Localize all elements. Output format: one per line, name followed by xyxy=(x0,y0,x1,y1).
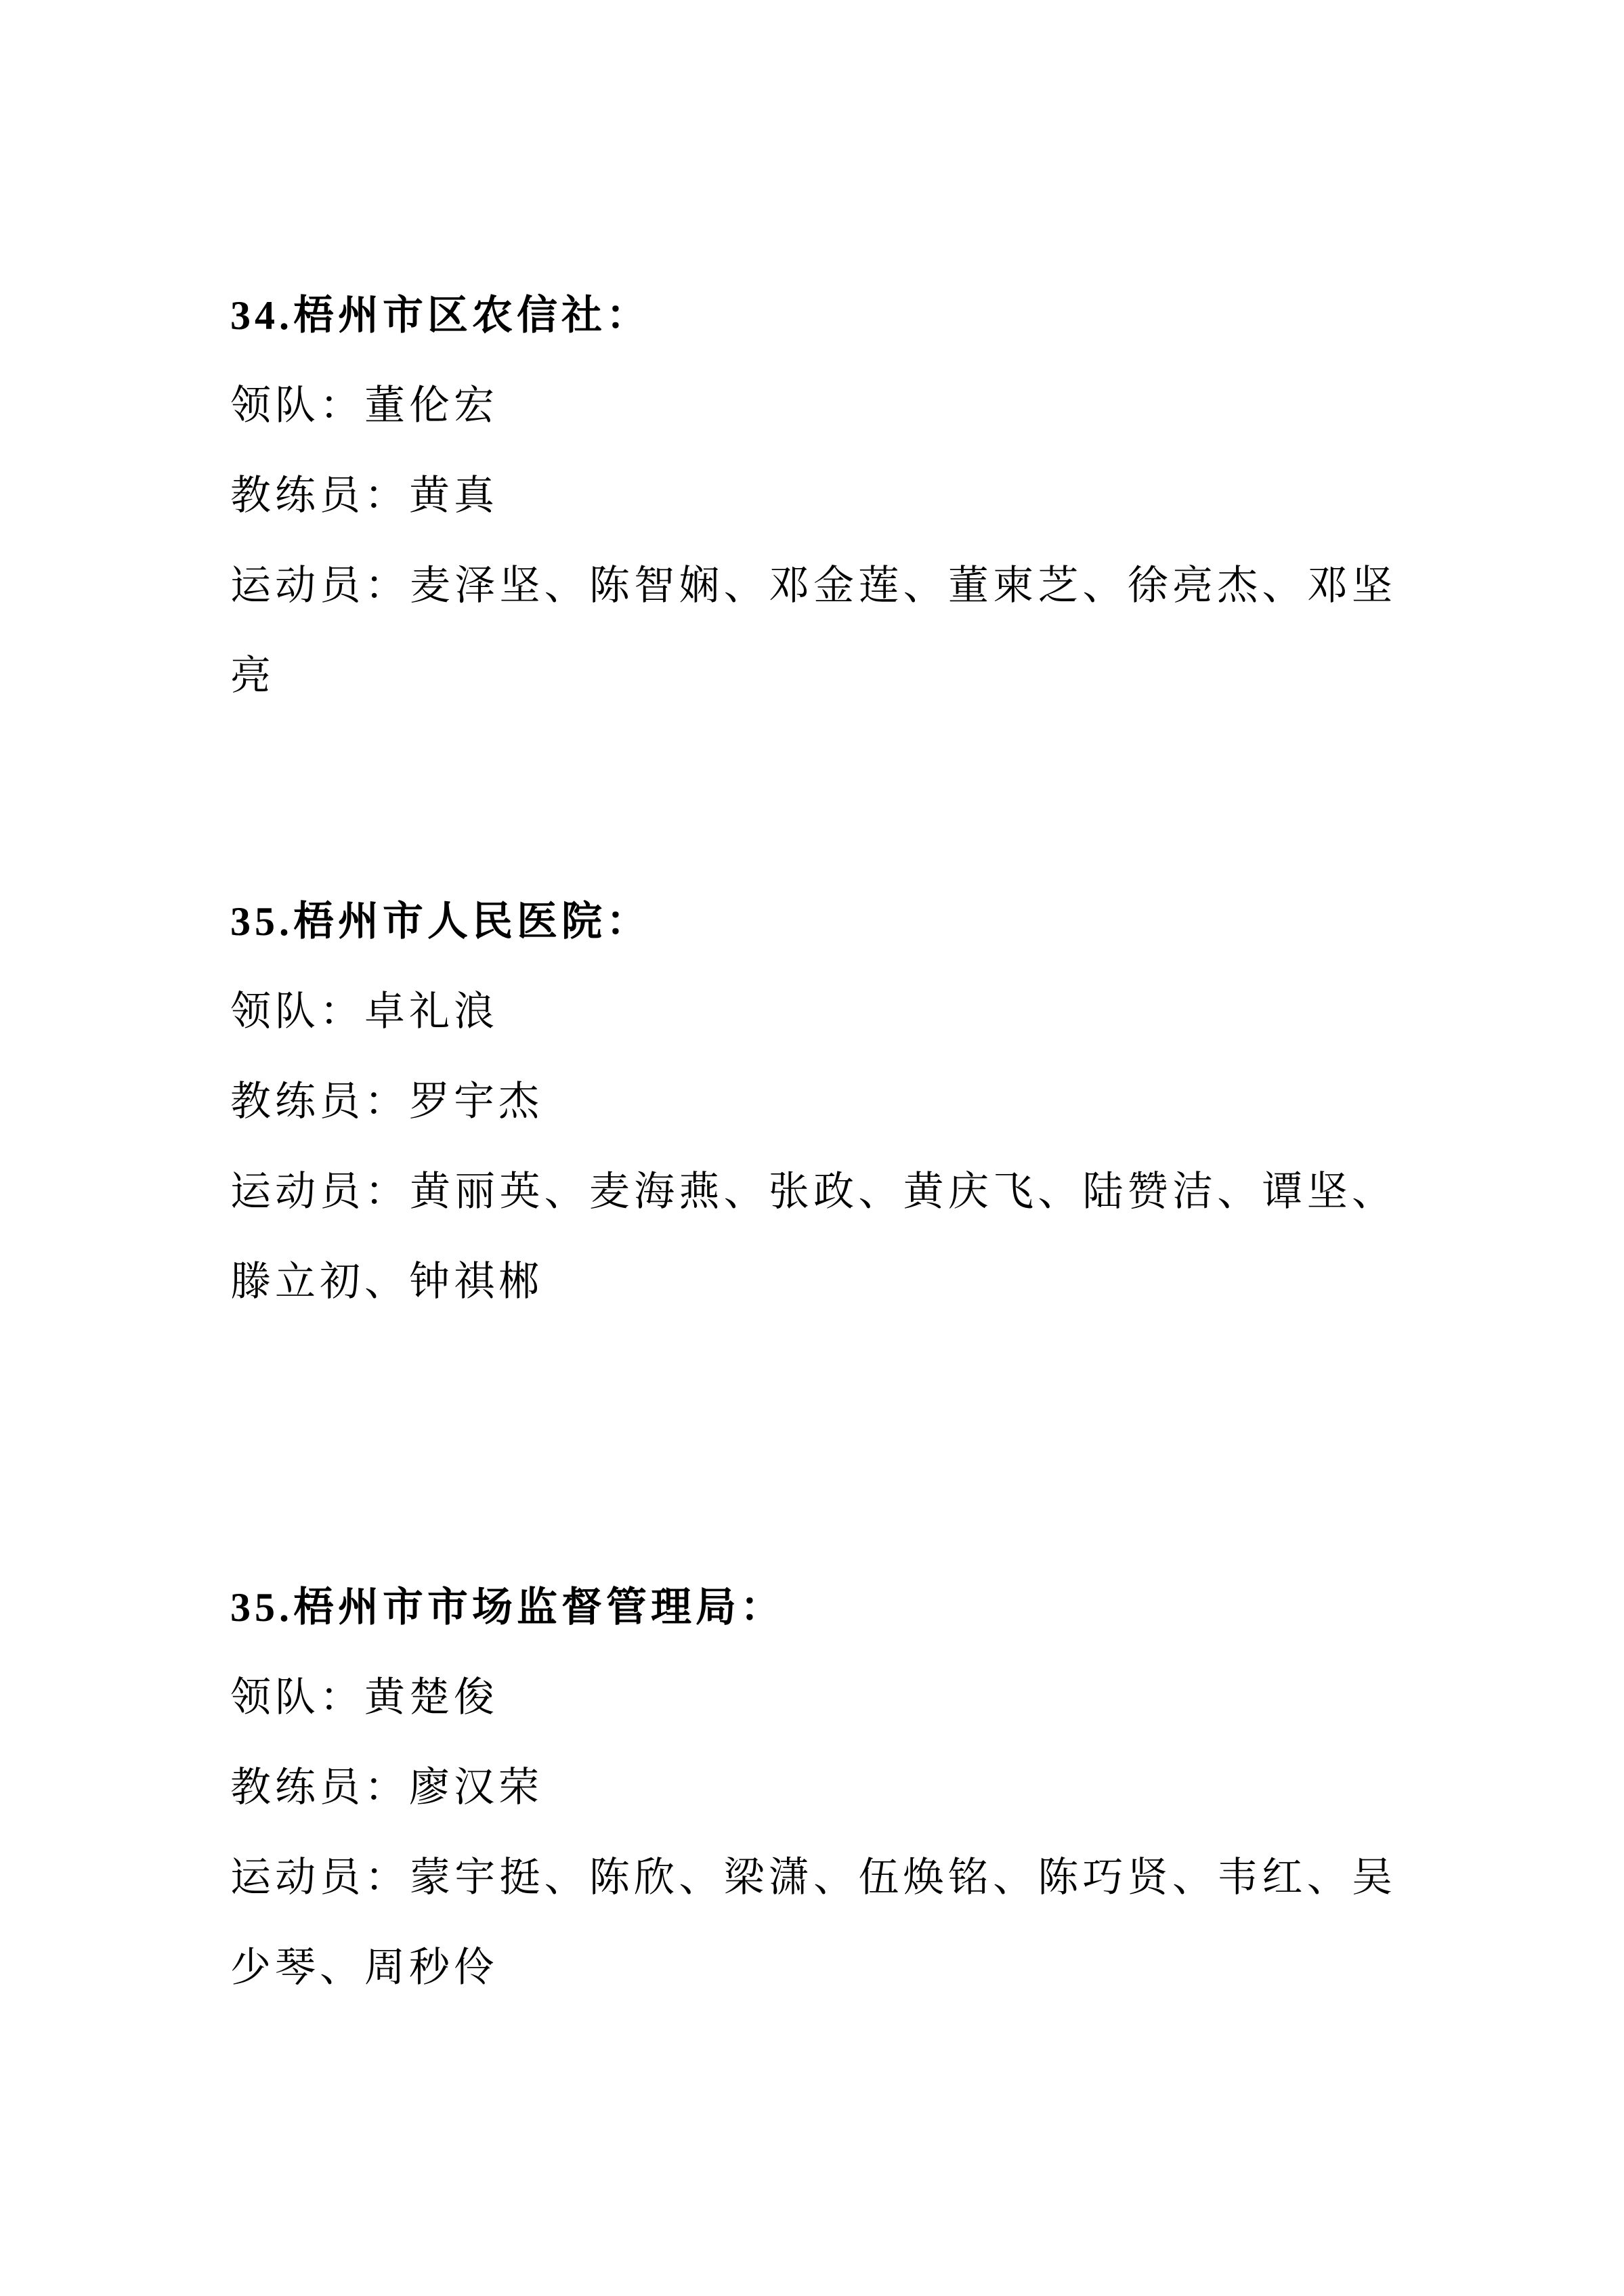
athletes-line-1: 运动员：麦泽坚、陈智娴、邓金莲、董柬芝、徐亮杰、邓坚 xyxy=(230,563,1394,608)
leader-line: 领队：卓礼浪 xyxy=(230,989,498,1034)
athletes-line-1: 运动员：蒙宇挺、陈欣、梁潇、伍焕铭、陈巧贤、韦红、吴 xyxy=(230,1855,1394,1900)
section-title: 34.梧州市区农信社： xyxy=(230,293,651,338)
coach-line: 教练员：黄真 xyxy=(230,473,498,518)
section-gap xyxy=(230,1327,1394,1563)
section-gap xyxy=(230,721,1394,877)
athletes-line-1: 运动员：黄丽英、麦海燕、张政、黄庆飞、陆赞洁、谭坚、 xyxy=(230,1169,1394,1214)
document-content xyxy=(230,271,1394,2013)
team-section-2 xyxy=(230,877,1394,1327)
section-title: 35.梧州市市场监督管理局： xyxy=(230,1585,785,1630)
athletes-line-2: 滕立初、钟祺郴 xyxy=(230,1259,543,1304)
team-section-1 xyxy=(230,271,1394,721)
leader-line: 领队：黄楚俊 xyxy=(230,1675,498,1720)
section-title: 35.梧州市人民医院： xyxy=(230,899,651,944)
coach-line: 教练员：廖汉荣 xyxy=(230,1765,543,1810)
leader-line: 领队：董伦宏 xyxy=(230,383,498,428)
athletes-line-2: 少琴、周秒伶 xyxy=(230,1945,498,1990)
team-section-3 xyxy=(230,1563,1394,2013)
coach-line: 教练员：罗宇杰 xyxy=(230,1079,543,1124)
athletes-line-2: 亮 xyxy=(230,653,275,698)
